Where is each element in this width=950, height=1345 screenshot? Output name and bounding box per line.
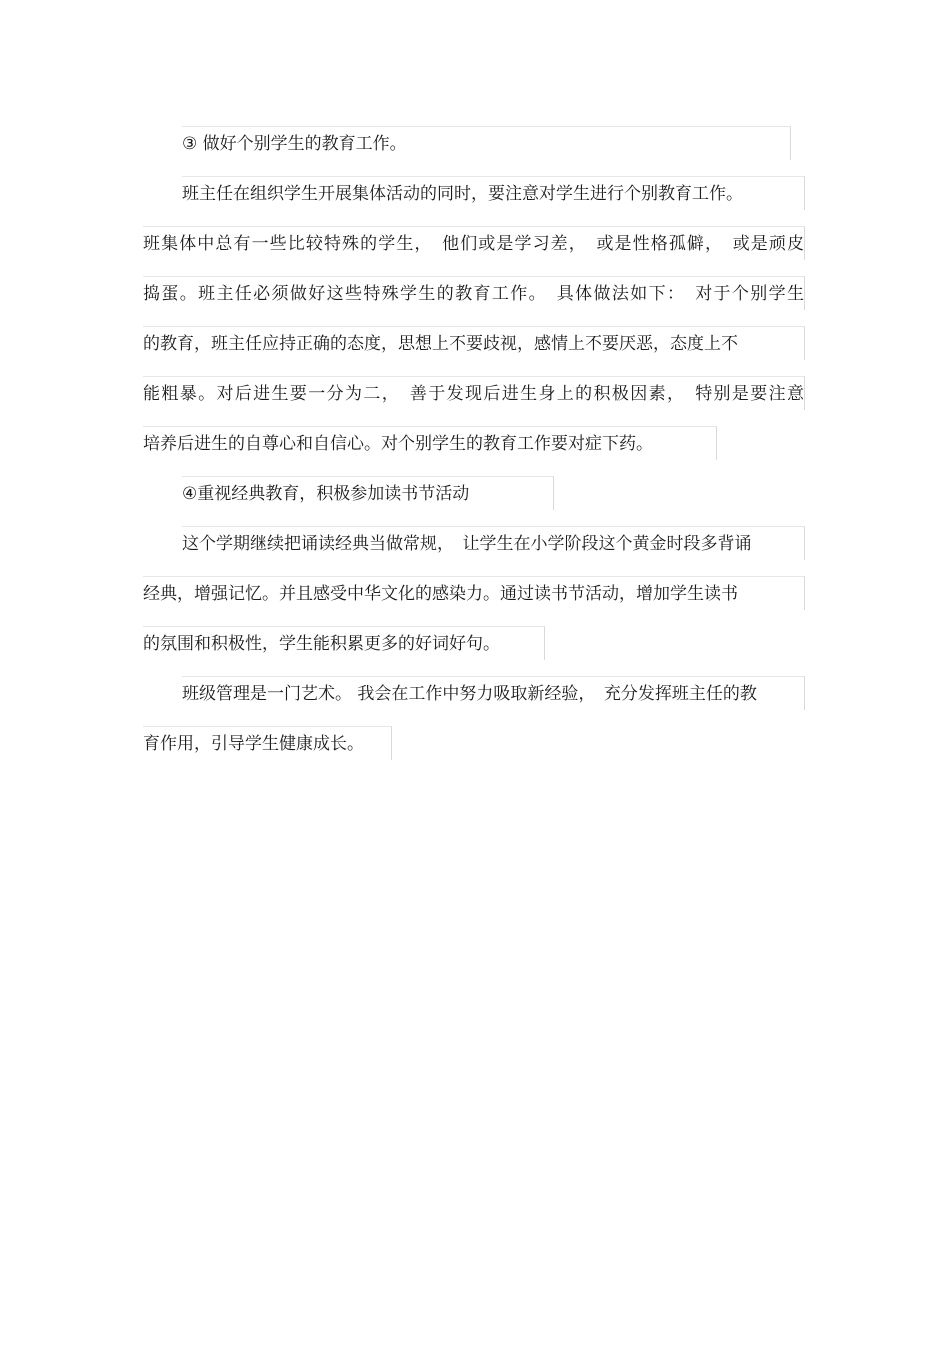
text-line <box>143 726 392 760</box>
text-line <box>182 476 554 510</box>
paragraph-text: 培养后进生的自尊心和自信心。对个别学生的教育工作要对症下药。 <box>143 434 653 454</box>
text-line <box>143 276 805 310</box>
text-line <box>143 376 805 410</box>
text-line <box>143 226 805 260</box>
text-line <box>143 326 805 360</box>
text-line <box>182 676 805 710</box>
section-heading: ③ 做好个别学生的教育工作。 <box>182 134 407 154</box>
text-line <box>143 576 805 610</box>
section-heading: ④重视经典教育，积极参加读书节活动 <box>182 484 470 504</box>
paragraph-text: 班级管理是一门艺术。 我会在工作中努力吸取新经验， 充分发挥班主任的教 <box>182 684 757 704</box>
text-line <box>182 526 805 560</box>
paragraph-text: 班集体中总有一些比较特殊的学生， 他们或是学习差， 或是性格孤僻， 或是顽皮 <box>143 234 804 254</box>
paragraph-text: 的氛围和积极性，学生能积累更多的好词好句。 <box>143 634 500 654</box>
paragraph-text: 捣蛋。班主任必须做好这些特殊学生的教育工作。 具体做法如下： 对于个别学生 <box>143 284 804 304</box>
paragraph-text: 育作用，引导学生健康成长。 <box>143 734 364 754</box>
text-line <box>143 626 545 660</box>
paragraph-text: 这个学期继续把诵读经典当做常规， 让学生在小学阶段这个黄金时段多背诵 <box>182 534 752 554</box>
paragraph-text: 班主任在组织学生开展集体活动的同时，要注意对学生进行个别教育工作。 <box>182 184 743 204</box>
paragraph-text: 的教育，班主任应持正确的态度，思想上不要歧视，感情上不要厌恶，态度上不 <box>143 334 738 354</box>
text-line <box>143 426 717 460</box>
paragraph-text: 经典，增强记忆。并且感受中华文化的感染力。通过读书节活动，增加学生读书 <box>143 584 738 604</box>
paragraph-text: 能粗暴。对后进生要一分为二， 善于发现后进生身上的积极因素， 特别是要注意 <box>143 384 804 404</box>
text-line <box>182 176 805 210</box>
text-line <box>182 126 791 160</box>
